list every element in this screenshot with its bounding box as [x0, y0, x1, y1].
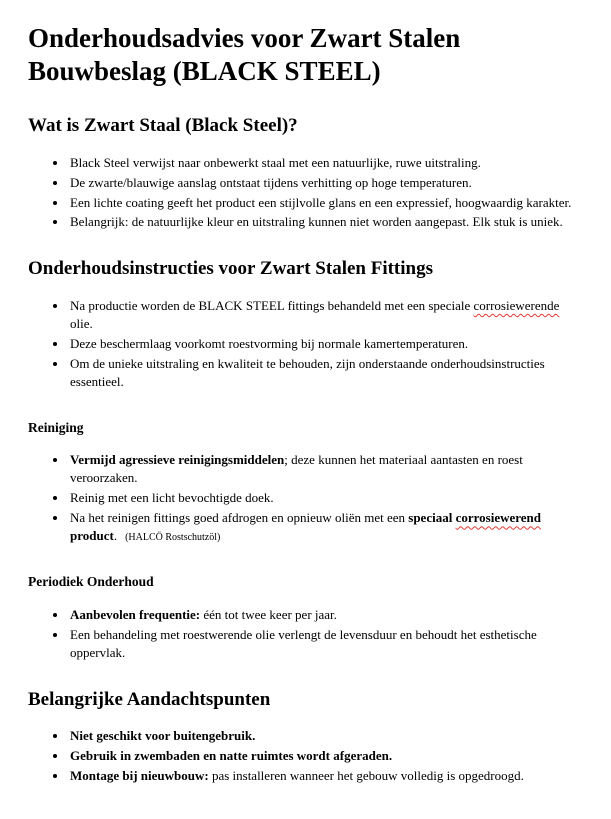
list-item [68, 509, 575, 545]
bullet-list-instructies [28, 297, 575, 391]
bullet-text-bold: Aanbevolen frequentie: [70, 606, 201, 622]
spellcheck-word: corrosiewerende [473, 298, 560, 314]
list-item: • Niet geschikt voor buitengebruik. [68, 727, 575, 745]
list-item: • Black Steel verwijst naar onbewerkt staal met een natuurlijke, ruwe uitstraling. [68, 154, 575, 172]
subsection-heading-reiniging: Reiniging [28, 419, 84, 435]
bullet-text-bold: speciaal [408, 510, 456, 526]
list-item [68, 606, 575, 624]
bullet-text: . [113, 528, 118, 544]
list-item: • Belangrijk: de natuurlijke kleur en uitstraling kunnen niet worden aangepast. Elk stuk is uniek. [68, 213, 575, 231]
list-item [68, 767, 575, 785]
list-item: • Deze beschermlaag voorkomt roestvorming bij normale kamertemperaturen. [68, 335, 575, 353]
list-item: • Een behandeling met roestwerende olie verlengt de levensduur en behoudt het esthetische oppervlak. [68, 626, 575, 662]
list-item: • Om de unieke uitstraling en kwaliteit te behouden, zijn onderstaande onderhoudsinstructies essentieel. [68, 355, 575, 391]
list-item: • Gebruik in zwembaden en natte ruimtes wordt afgeraden. [68, 747, 575, 765]
bullet-text: pas installeren wanneer het gebouw volledig is opgedroogd. [208, 768, 524, 784]
bullet-text: Na productie worden de BLACK STEEL fittings behandeld met een speciale [70, 298, 474, 314]
bullet-text-bold: product [70, 528, 114, 544]
bullet-list-periodiek [28, 606, 575, 662]
bullet-text: ; deze kunnen het materiaal aantasten en roest veroorzaken. [70, 452, 523, 486]
section-heading-instructies: Onderhoudsinstructies voor Zwart Stalen Fittings [28, 258, 434, 280]
product-note: (HALCÖ Rostschutzöl) [125, 532, 221, 544]
bullet-list-what-is [28, 154, 575, 232]
list-item [68, 451, 575, 487]
subsection-heading-periodiek: Periodiek Onderhoud [28, 574, 154, 590]
bullet-text-bold: Montage bij nieuwbouw: [70, 768, 209, 784]
list-item: • De zwarte/blauwige aanslag ontstaat tijdens verhitting op hoge temperaturen. [68, 174, 575, 192]
section-heading-what-is: Wat is Zwart Staal (Black Steel)? [28, 114, 298, 136]
list-item: • Reinig met een licht bevochtigde doek. [68, 489, 575, 507]
bullet-text: olie. [70, 316, 93, 332]
list-item [68, 297, 575, 333]
bullet-list-aandachtspunten [28, 727, 575, 785]
list-item: • Een lichte coating geeft het product een stijlvolle glans en een expressief, hoogwaardig karakter. [68, 194, 575, 212]
section-heading-aandachtspunten: Belangrijke Aandachtspunten [28, 688, 271, 710]
page-title: Onderhoudsadvies voor Zwart Stalen Bouwbeslag (BLACK STEEL) [28, 23, 461, 86]
spellcheck-word: corrosiewerend [455, 510, 542, 526]
bullet-text: Na het reinigen fittings goed afdrogen en opnieuw oliën met een [70, 510, 409, 526]
bullet-list-reiniging [28, 451, 575, 545]
bullet-text: één tot twee keer per jaar. [200, 606, 337, 622]
bullet-text-bold: Vermijd agressieve reinigingsmiddelen [70, 452, 285, 468]
document-page [28, 22, 575, 785]
